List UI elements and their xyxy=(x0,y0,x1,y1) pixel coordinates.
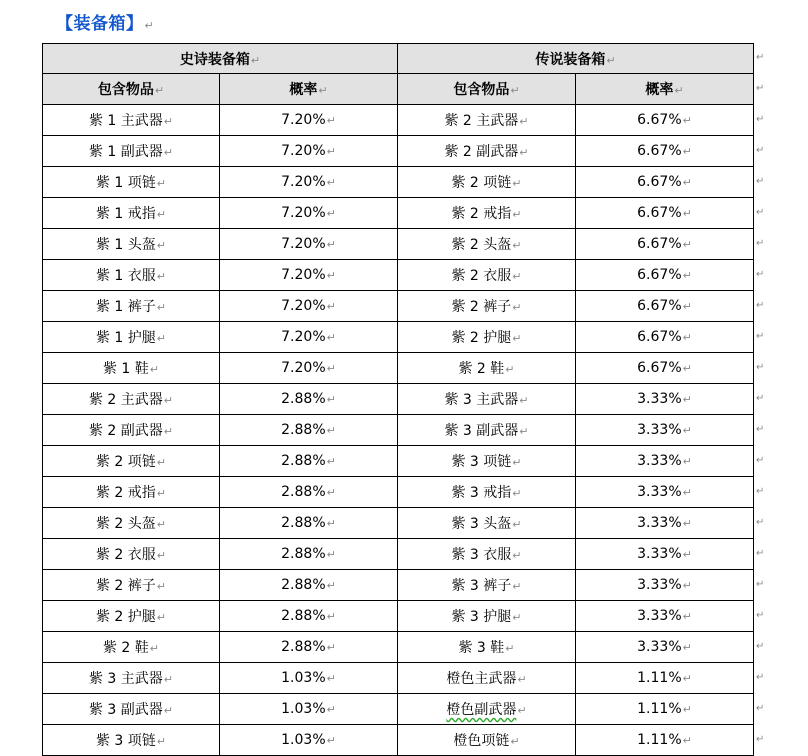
heading-text: 【装备箱】 xyxy=(56,14,144,34)
epic-prob-cell: 7.20%↵ xyxy=(220,322,398,353)
table-row xyxy=(43,291,754,322)
epic-item-cell: 紫 2 衣服↵ xyxy=(43,539,220,570)
legend-prob-cell: 6.67%↵ xyxy=(576,229,754,260)
epic-item-cell: 紫 2 护腿↵ xyxy=(43,601,220,632)
legend-item-cell: 紫 3 护腿↵ xyxy=(398,601,576,632)
document-heading xyxy=(56,9,154,34)
epic-item-cell: 紫 2 鞋↵ xyxy=(43,632,220,663)
row-end-mark: ↵ xyxy=(756,734,765,745)
epic-prob-cell: 7.20%↵ xyxy=(220,291,398,322)
epic-prob-cell: 2.88%↵ xyxy=(220,601,398,632)
row-end-mark: ↵ xyxy=(756,517,765,528)
row-end-mark: ↵ xyxy=(756,145,765,156)
table-row xyxy=(43,601,754,632)
row-end-mark: ↵ xyxy=(756,703,765,714)
legend-item-column-header: 包含物品↵ xyxy=(398,74,576,105)
epic-item-cell: 紫 2 项链↵ xyxy=(43,446,220,477)
table-row xyxy=(43,260,754,291)
legend-item-cell: 紫 2 主武器↵ xyxy=(398,105,576,136)
epic-item-cell: 紫 3 主武器↵ xyxy=(43,663,220,694)
legend-prob-cell: 3.33%↵ xyxy=(576,632,754,663)
box-header-row xyxy=(43,44,754,74)
row-end-mark: ↵ xyxy=(756,393,765,404)
epic-prob-cell: 1.03%↵ xyxy=(220,694,398,725)
legend-prob-cell: 3.33%↵ xyxy=(576,508,754,539)
epic-item-cell: 紫 2 头盔↵ xyxy=(43,508,220,539)
epic-prob-cell: 7.20%↵ xyxy=(220,229,398,260)
legend-prob-cell: 6.67%↵ xyxy=(576,353,754,384)
legend-item-cell: 紫 2 项链↵ xyxy=(398,167,576,198)
table-row xyxy=(43,415,754,446)
epic-item-cell: 紫 1 戒指↵ xyxy=(43,198,220,229)
legend-item-cell: 紫 2 护腿↵ xyxy=(398,322,576,353)
row-end-mark: ↵ xyxy=(756,455,765,466)
legend-prob-cell: 1.11%↵ xyxy=(576,663,754,694)
row-end-mark: ↵ xyxy=(756,52,765,63)
paragraph-mark: ↵ xyxy=(144,19,155,32)
column-header-row xyxy=(43,74,754,105)
epic-prob-cell: 2.88%↵ xyxy=(220,539,398,570)
epic-prob-cell: 2.88%↵ xyxy=(220,446,398,477)
legend-prob-cell: 6.67%↵ xyxy=(576,260,754,291)
epic-item-column-header: 包含物品↵ xyxy=(43,74,220,105)
epic-item-cell: 紫 2 主武器↵ xyxy=(43,384,220,415)
epic-prob-cell: 7.20%↵ xyxy=(220,167,398,198)
epic-item-cell: 紫 1 裤子↵ xyxy=(43,291,220,322)
legend-item-cell: 紫 2 裤子↵ xyxy=(398,291,576,322)
epic-prob-cell: 1.03%↵ xyxy=(220,663,398,694)
epic-prob-cell: 2.88%↵ xyxy=(220,384,398,415)
epic-item-cell: 紫 1 头盔↵ xyxy=(43,229,220,260)
epic-prob-cell: 2.88%↵ xyxy=(220,477,398,508)
epic-prob-cell: 7.20%↵ xyxy=(220,136,398,167)
legend-prob-cell: 3.33%↵ xyxy=(576,539,754,570)
legend-item-cell: 紫 3 鞋↵ xyxy=(398,632,576,663)
legend-prob-cell: 3.33%↵ xyxy=(576,384,754,415)
table-row xyxy=(43,353,754,384)
epic-item-cell: 紫 1 护腿↵ xyxy=(43,322,220,353)
epic-item-cell: 紫 2 裤子↵ xyxy=(43,570,220,601)
epic-prob-cell: 1.03%↵ xyxy=(220,725,398,756)
epic-item-cell: 紫 1 鞋↵ xyxy=(43,353,220,384)
epic-item-cell: 紫 1 副武器↵ xyxy=(43,136,220,167)
legend-item-cell: 紫 2 副武器↵ xyxy=(398,136,576,167)
table-row xyxy=(43,477,754,508)
legend-prob-cell: 6.67%↵ xyxy=(576,136,754,167)
legend-prob-cell: 1.11%↵ xyxy=(576,725,754,756)
legend-item-cell: 紫 3 裤子↵ xyxy=(398,570,576,601)
legend-prob-cell: 6.67%↵ xyxy=(576,167,754,198)
epic-prob-cell: 7.20%↵ xyxy=(220,198,398,229)
row-end-mark: ↵ xyxy=(756,269,765,280)
row-end-mark: ↵ xyxy=(756,641,765,652)
legend-item-cell: 紫 2 鞋↵ xyxy=(398,353,576,384)
row-end-mark: ↵ xyxy=(756,486,765,497)
row-end-mark: ↵ xyxy=(756,83,765,94)
legend-item-cell: 紫 2 头盔↵ xyxy=(398,229,576,260)
legend-prob-cell: 3.33%↵ xyxy=(576,415,754,446)
epic-prob-cell: 7.20%↵ xyxy=(220,260,398,291)
epic-item-cell: 紫 1 衣服↵ xyxy=(43,260,220,291)
legend-item-cell: 紫 3 项链↵ xyxy=(398,446,576,477)
row-end-mark: ↵ xyxy=(756,114,765,125)
table-row xyxy=(43,632,754,663)
row-end-mark: ↵ xyxy=(756,207,765,218)
table-row xyxy=(43,570,754,601)
epic-prob-cell: 2.88%↵ xyxy=(220,570,398,601)
legend-prob-cell: 3.33%↵ xyxy=(576,477,754,508)
legend-item-cell: 紫 2 衣服↵ xyxy=(398,260,576,291)
row-end-mark: ↵ xyxy=(756,579,765,590)
row-end-mark: ↵ xyxy=(756,672,765,683)
row-end-mark: ↵ xyxy=(756,238,765,249)
legend-prob-cell: 6.67%↵ xyxy=(576,291,754,322)
epic-item-cell: 紫 2 戒指↵ xyxy=(43,477,220,508)
legend-item-cell: 紫 3 副武器↵ xyxy=(398,415,576,446)
table-row xyxy=(43,322,754,353)
legend-item-cell: 橙色副武器↵ xyxy=(398,694,576,725)
legend-item-cell: 紫 3 主武器↵ xyxy=(398,384,576,415)
legend-item-cell: 紫 3 衣服↵ xyxy=(398,539,576,570)
legend-item-cell: 橙色项链↵ xyxy=(398,725,576,756)
legend-prob-cell: 3.33%↵ xyxy=(576,570,754,601)
epic-item-cell: 紫 3 副武器↵ xyxy=(43,694,220,725)
epic-prob-cell: 7.20%↵ xyxy=(220,105,398,136)
legend-prob-cell: 6.67%↵ xyxy=(576,198,754,229)
table-row xyxy=(43,229,754,260)
row-end-mark: ↵ xyxy=(756,548,765,559)
table-row xyxy=(43,694,754,725)
table-row xyxy=(43,446,754,477)
table-row xyxy=(43,508,754,539)
row-end-mark: ↵ xyxy=(756,331,765,342)
legend-box-header: 传说装备箱↵ xyxy=(398,44,754,74)
legend-item-cell: 紫 2 戒指↵ xyxy=(398,198,576,229)
epic-prob-cell: 7.20%↵ xyxy=(220,353,398,384)
legend-prob-cell: 3.33%↵ xyxy=(576,601,754,632)
legend-prob-cell: 6.67%↵ xyxy=(576,105,754,136)
table-row xyxy=(43,663,754,694)
table-row xyxy=(43,384,754,415)
row-end-mark: ↵ xyxy=(756,300,765,311)
table-row xyxy=(43,539,754,570)
legend-item-cell: 橙色主武器↵ xyxy=(398,663,576,694)
epic-item-cell: 紫 3 项链↵ xyxy=(43,725,220,756)
epic-box-header: 史诗装备箱↵ xyxy=(43,44,398,74)
row-end-marks xyxy=(756,43,770,755)
epic-prob-cell: 2.88%↵ xyxy=(220,508,398,539)
table-row xyxy=(43,167,754,198)
legend-prob-cell: 1.11%↵ xyxy=(576,694,754,725)
legend-item-cell: 紫 3 头盔↵ xyxy=(398,508,576,539)
row-end-mark: ↵ xyxy=(756,176,765,187)
equipment-box-drop-table xyxy=(42,43,754,756)
epic-prob-cell: 2.88%↵ xyxy=(220,415,398,446)
epic-item-cell: 紫 2 副武器↵ xyxy=(43,415,220,446)
legend-prob-cell: 3.33%↵ xyxy=(576,446,754,477)
row-end-mark: ↵ xyxy=(756,362,765,373)
legend-item-cell: 紫 3 戒指↵ xyxy=(398,477,576,508)
epic-item-cell: 紫 1 主武器↵ xyxy=(43,105,220,136)
row-end-mark: ↵ xyxy=(756,610,765,621)
table-row xyxy=(43,136,754,167)
legend-prob-cell: 6.67%↵ xyxy=(576,322,754,353)
legend-prob-column-header: 概率↵ xyxy=(576,74,754,105)
epic-prob-column-header: 概率↵ xyxy=(220,74,398,105)
epic-item-cell: 紫 1 项链↵ xyxy=(43,167,220,198)
table-row xyxy=(43,105,754,136)
row-end-mark: ↵ xyxy=(756,424,765,435)
epic-prob-cell: 2.88%↵ xyxy=(220,632,398,663)
table-row xyxy=(43,198,754,229)
